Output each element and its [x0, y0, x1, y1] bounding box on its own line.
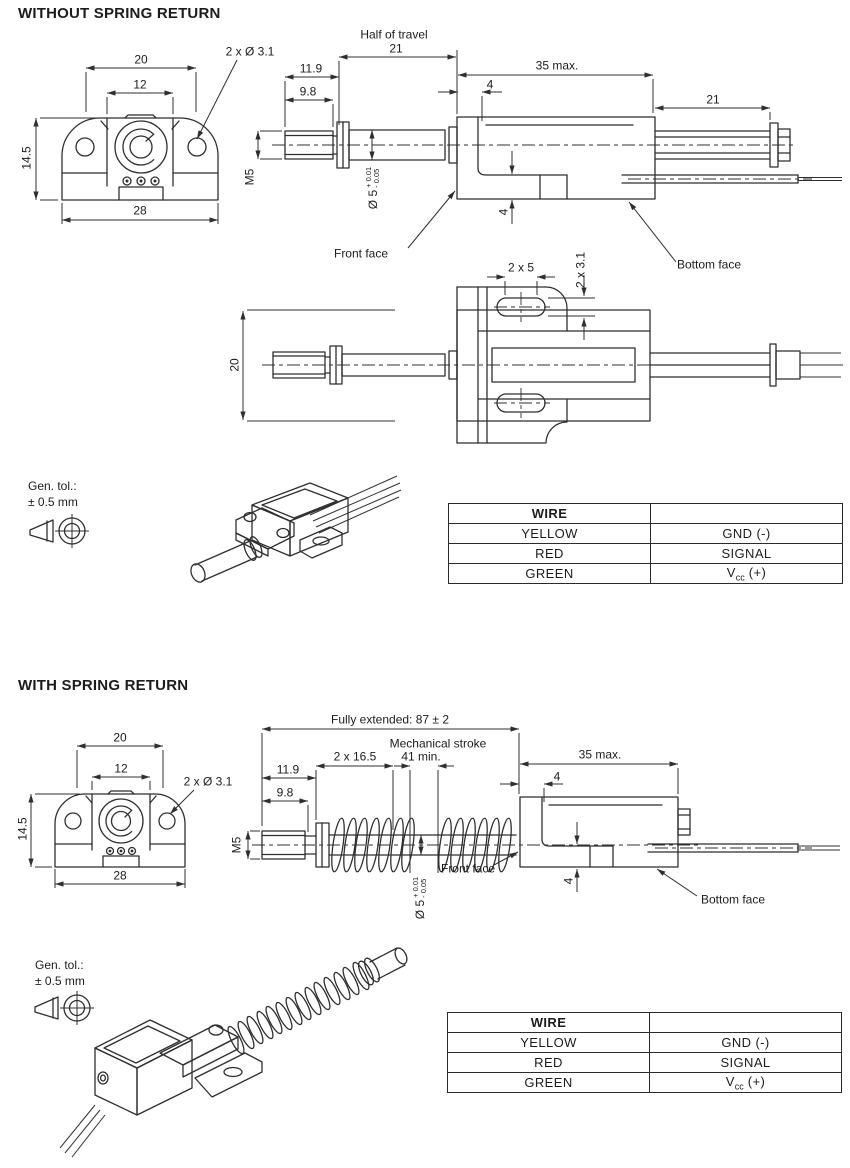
- wire-color: YELLOW: [448, 1033, 650, 1053]
- wire-color: GREEN: [449, 564, 651, 584]
- dim-shaft-diameter: [365, 167, 381, 209]
- dim-height: 14.5: [19, 146, 34, 170]
- wire-function: SIGNAL: [650, 1053, 842, 1073]
- dim-slot-len: 2 x 5: [507, 260, 535, 275]
- vcc-v: V: [726, 564, 736, 580]
- dim-base: 28: [133, 203, 147, 218]
- s1-projection-symbol: [30, 514, 89, 548]
- dim-len-to-flange: 11.9: [299, 61, 323, 76]
- wire-table-header-row: [448, 1013, 842, 1033]
- dim-len-to-flange: 11.9: [276, 762, 300, 777]
- wire-table-row: [449, 564, 843, 584]
- dim-bottom-step: 4: [496, 208, 511, 216]
- mounting-hole: [65, 813, 81, 829]
- wire-table-header-empty: [651, 504, 843, 524]
- s1-isometric-view-drawing: [188, 476, 401, 584]
- s2-projection-symbol: [35, 991, 94, 1025]
- wire-color: YELLOW: [449, 524, 651, 544]
- s1-top-view-drawing: [243, 275, 843, 443]
- dim-thread: M5: [242, 168, 257, 186]
- wire-table-header-empty: [650, 1013, 842, 1033]
- front-face-label: Front face: [440, 861, 496, 876]
- vcc-suffix: (+): [743, 1073, 766, 1089]
- dim-bottom-step: 4: [561, 877, 576, 885]
- bottom-face-label: Bottom face: [676, 257, 742, 272]
- tolerance-plus: + 0.01: [411, 876, 420, 898]
- dim-front-offset: 4: [553, 769, 561, 784]
- dim-width-inner: 12: [114, 761, 128, 776]
- tolerance-minus: - 0.05: [372, 168, 381, 188]
- mounting-hole: [76, 138, 94, 156]
- dim-half-travel-value: 21: [389, 41, 403, 56]
- dim-spring-len: 2 x 16.5: [333, 749, 377, 764]
- wire-color: RED: [449, 544, 651, 564]
- dim-width-top: 20: [134, 52, 148, 67]
- dim-thread-len: 9.8: [276, 785, 294, 800]
- wire-table: [447, 1012, 842, 1093]
- dim-rear-len: 21: [706, 92, 720, 107]
- mounting-hole: [159, 813, 175, 829]
- wire-color: RED: [448, 1053, 650, 1073]
- gen-tol-value: ± 0.5 mm: [28, 495, 78, 509]
- dim-width-top: 20: [113, 730, 127, 745]
- section1-title: WITHOUT SPRING RETURN: [18, 5, 221, 22]
- wire-table-header-row: [449, 504, 843, 524]
- tolerance-stack: [365, 167, 381, 188]
- vcc-v: V: [725, 1073, 735, 1089]
- tolerance-minus: - 0.05: [419, 878, 428, 898]
- dim-fully-extended: Fully extended: 87 ± 2: [331, 712, 449, 727]
- gen-tol-label: Gen. tol.:: [35, 958, 84, 972]
- wire-function: GND (-): [650, 1033, 842, 1053]
- wire-table-row: [448, 1073, 842, 1093]
- wire-table-header: WIRE: [449, 504, 651, 524]
- mounting-hole: [188, 138, 206, 156]
- wire-function: [651, 564, 843, 584]
- wire-table: [448, 503, 843, 584]
- dim-height: 14.5: [15, 817, 30, 841]
- vcc-sub: cc: [734, 1081, 744, 1092]
- section2-title: WITH SPRING RETURN: [18, 677, 189, 694]
- dim-thread: M5: [229, 836, 244, 854]
- vcc-sub: cc: [735, 572, 745, 583]
- dim-width-inner: 12: [133, 77, 147, 92]
- wire-table-row: [448, 1033, 842, 1053]
- shaft-diameter-value: Ø 5: [365, 189, 380, 210]
- dim-shaft-diameter: [412, 877, 428, 919]
- s2-front-view-drawing: [31, 746, 194, 888]
- wire-function: [650, 1073, 842, 1093]
- dim-half-travel-label: Half of travel: [360, 27, 428, 42]
- gen-tol-value: ± 0.5 mm: [35, 974, 85, 988]
- front-face-label: Front face: [333, 246, 389, 261]
- gen-tol-label: Gen. tol.:: [28, 479, 77, 493]
- wire-table-row: [449, 544, 843, 564]
- wire-table-header: WIRE: [448, 1013, 650, 1033]
- bottom-face-label: Bottom face: [700, 892, 766, 907]
- dim-mech-stroke-value: 41 min.: [401, 749, 441, 764]
- dim-base: 28: [113, 868, 127, 883]
- dim-holes: 2 x Ø 3.1: [225, 44, 275, 59]
- dim-thread-len: 9.8: [299, 84, 317, 99]
- dim-holes: 2 x Ø 3.1: [183, 774, 233, 789]
- wire-color: GREEN: [448, 1073, 650, 1093]
- dim-body-len: 35 max.: [535, 58, 579, 73]
- dim-slot-wid: 2 x 3.1: [573, 251, 588, 289]
- wire-function: GND (-): [651, 524, 843, 544]
- dim-mech-stroke-label: Mechanical stroke: [389, 736, 487, 751]
- wire-table-row: [448, 1053, 842, 1073]
- s1-side-view-drawing: [258, 50, 842, 262]
- shaft-diameter-value: Ø 5: [412, 899, 427, 920]
- dim-front-offset: 4: [486, 77, 494, 92]
- dim-body-len: 35 max.: [578, 747, 622, 762]
- dim-body-wid: 20: [227, 358, 242, 372]
- spring-coils-isometric: [225, 961, 372, 1056]
- wire-function: SIGNAL: [651, 544, 843, 564]
- wire-table-row: [449, 524, 843, 544]
- s2-isometric-view-drawing: [60, 946, 409, 1157]
- tolerance-stack: [412, 877, 428, 898]
- vcc-suffix: (+): [744, 564, 767, 580]
- tolerance-plus: + 0.01: [364, 166, 373, 188]
